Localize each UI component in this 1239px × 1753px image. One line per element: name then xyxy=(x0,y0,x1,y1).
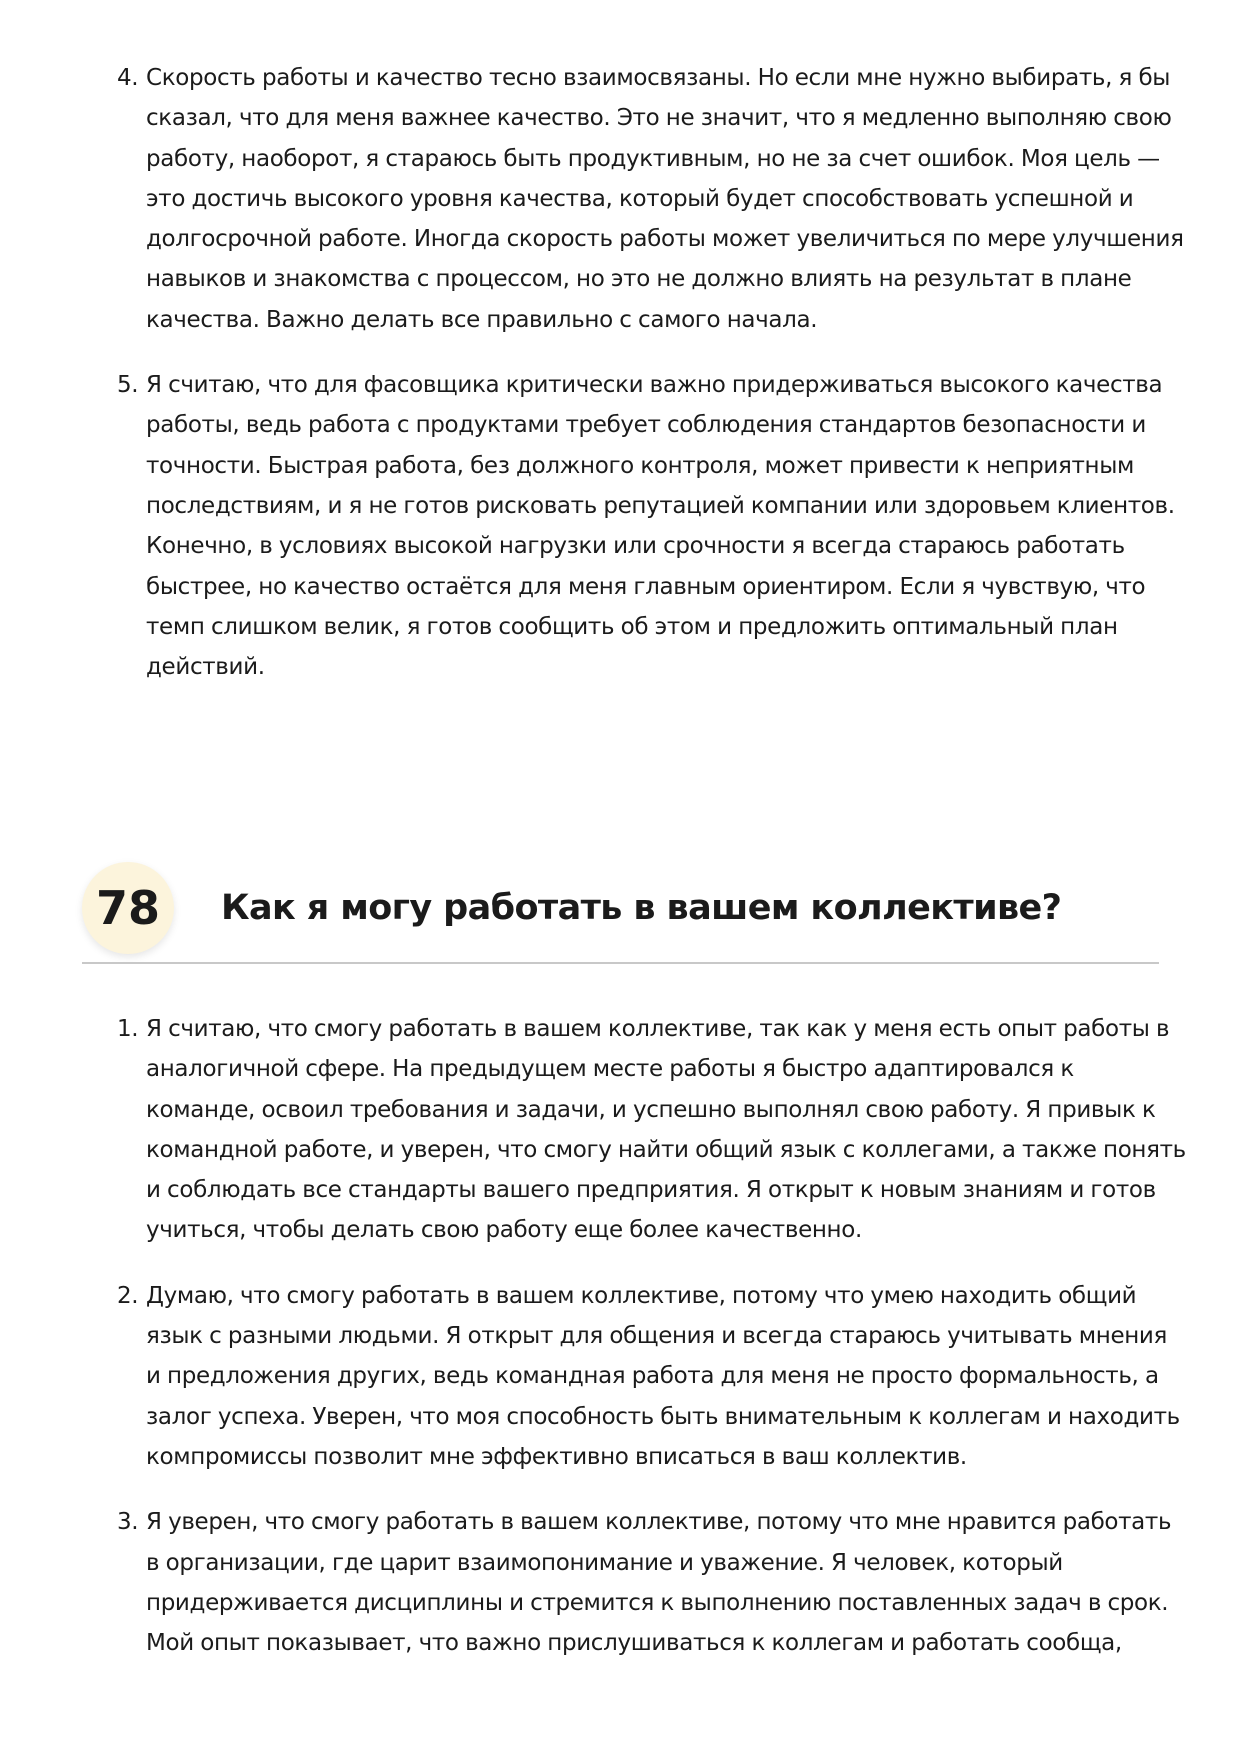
answer-text: Я считаю, что для фасовщика критически важно придерживаться высокого качества работы, ведь работа с продуктами требует соблюдения стандартов безопасности и точности. Быстрая работа, без должного контроля, может привести к неприятным последствиям, и я не готов рисковать репутацией компании или здоровьем клиентов. Конечно, в условиях высокой нагрузки или срочности я всегда стараюсь работать быстрее, но качество остаётся для меня главным ориентиром. Если я чувствую, что темп слишком велик, я готов сообщить об этом и предложить оптимальный план действий. xyxy=(146,372,1175,681)
question-title: Как я могу работать в вашем коллективе? xyxy=(221,888,1062,928)
answer-text: Скорость работы и качество тесно взаимосвязаны. Но если мне нужно выбирать, я бы сказал, что для меня важнее качество. Это не значит, что я медленно выполняю свою работу, наоборот, я стараюсь быть продуктивным, но не за счет ошибок. Моя цель — это достичь высокого уровня качества, который будет способствовать успешной и долгосрочной работе. Иногда скорость работы может увеличиться по мере улучшения навыков и знакомства с процессом, но это не должно влиять на результат в плане качества. Важно делать все правильно с самого начала. xyxy=(146,65,1184,333)
answer-number: 2. xyxy=(117,1282,139,1309)
answer-text: Думаю, что смогу работать в вашем коллективе, потому что умею находить общий язык с разными людьми. Я открыт для общения и всегда стараюсь учитывать мнения и предложения других, ведь командная работа для меня не просто формальность, а залог успеха. Уверен, что моя способность быть внимательным к коллегам и находить компромиссы позволит мне эффективно вписаться в ваш коллектив. xyxy=(146,1282,1180,1470)
answer-item xyxy=(106,365,1186,687)
answer-text: Я уверен, что смогу работать в вашем коллективе, потому что мне нравится работать в организации, где царит взаимопонимание и уважение. Я человек, который придерживается дисциплины и стремится к выполнению поставленных задач в срок. Мой опыт показывает, что важно прислушиваться к коллегам и работать сообща, xyxy=(146,1509,1172,1657)
question-number-badge: 78 xyxy=(82,862,174,954)
answer-list-previous-question xyxy=(106,58,1186,712)
header-divider xyxy=(82,962,1159,964)
question-header xyxy=(82,862,1159,966)
answer-number: 3. xyxy=(117,1509,139,1536)
answer-item xyxy=(106,1502,1186,1663)
answer-list-current-question xyxy=(106,1009,1186,1688)
answer-item xyxy=(106,58,1186,340)
answer-number: 5. xyxy=(117,372,139,399)
answer-number: 4. xyxy=(117,65,139,91)
answer-number: 1. xyxy=(117,1016,139,1042)
answer-item xyxy=(106,1276,1186,1477)
answer-item xyxy=(106,1009,1186,1251)
answer-text: Я считаю, что смогу работать в вашем коллективе, так как у меня есть опыт работы в аналогичной сфере. На предыдущем месте работы я быстро адаптировался к команде, освоил требования и задачи, и успешно выполнял свою работу. Я привык к командной работе, и уверен, что смогу найти общий язык с коллегами, а также понять и соблюдать все стандарты вашего предприятия. Я открыт к новым знаниям и готов учиться, чтобы делать свою работу еще более качественно. xyxy=(146,1016,1186,1244)
